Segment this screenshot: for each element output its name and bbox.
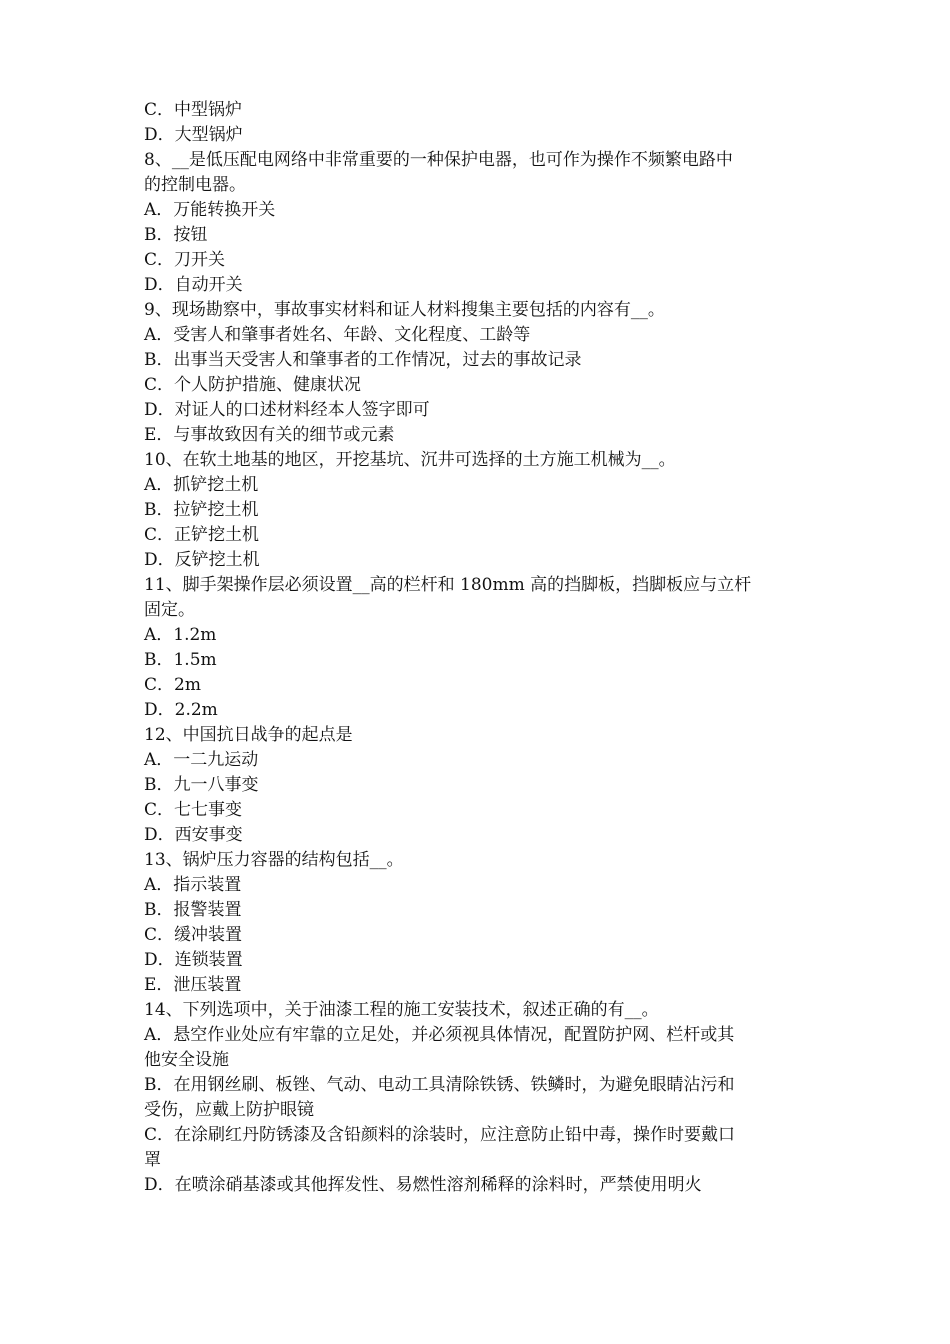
q13-option-a: A．指示装置	[144, 875, 242, 895]
q14-option-c-line-2: 罩	[144, 1150, 161, 1170]
q14-option-b-line-1: B．在用钢丝刷、板锉、气动、电动工具清除铁锈、铁鳞时，为避免眼睛沾污和	[144, 1075, 735, 1095]
q9-option-b: B．出事当天受害人和肇事者的工作情况，过去的事故记录	[144, 350, 582, 370]
q8-option-c: C．刀开关	[144, 250, 226, 270]
q10-option-a: A．抓铲挖土机	[144, 475, 259, 495]
q14-option-d: D．在喷涂硝基漆或其他挥发性、易燃性溶剂稀释的涂料时，严禁使用明火	[144, 1175, 702, 1195]
q14-option-b-line-2: 受伤，应戴上防护眼镜	[144, 1100, 314, 1120]
q9-option-a: A．受害人和肇事者姓名、年龄、文化程度、工龄等	[144, 325, 531, 345]
q8-option-d: D．自动开关	[144, 275, 243, 295]
q14-option-c-line-1: C．在涂刷红丹防锈漆及含铅颜料的涂装时，应注意防止铅中毒，操作时要戴口	[144, 1125, 736, 1145]
q9-option-c: C．个人防护措施、健康状况	[144, 375, 362, 395]
question-11-line-2: 固定。	[144, 600, 195, 620]
question-10: 10、在软土地基的地区，开挖基坑、沉井可选择的土方施工机械为__。	[144, 450, 676, 470]
question-8-line-1: 8、__是低压配电网络中非常重要的一种保护电器，也可作为操作不频繁电路中	[144, 150, 733, 170]
question-11-line-1: 11、脚手架操作层必须设置__高的栏杆和 180mm 高的挡脚板，挡脚板应与立杆	[144, 575, 752, 595]
q8-option-a: A．万能转换开关	[144, 200, 276, 220]
option-d-large-boiler: D．大型锅炉	[144, 125, 243, 145]
q11-option-a: A．1.2m	[144, 625, 217, 645]
q12-option-a: A．一二九运动	[144, 750, 259, 770]
q10-option-d: D．反铲挖土机	[144, 550, 260, 570]
q13-option-d: D．连锁装置	[144, 950, 243, 970]
option-c-medium-boiler: C．中型锅炉	[144, 100, 243, 120]
q9-option-e: E．与事故致因有关的细节或元素	[144, 425, 395, 445]
q11-option-c: C．2m	[144, 675, 201, 695]
question-12: 12、中国抗日战争的起点是	[144, 725, 353, 745]
q14-option-a-line-2: 他安全设施	[144, 1050, 229, 1070]
q13-option-b: B．报警装置	[144, 900, 242, 920]
q12-option-b: B．九一八事变	[144, 775, 259, 795]
q11-option-b: B．1.5m	[144, 650, 217, 670]
q14-option-a-line-1: A．悬空作业处应有牢靠的立足处，并必须视具体情况，配置防护网、栏杆或其	[144, 1025, 735, 1045]
q10-option-c: C．正铲挖土机	[144, 525, 260, 545]
q12-option-c: C．七七事变	[144, 800, 243, 820]
question-14: 14、下列选项中，关于油漆工程的施工安装技术，叙述正确的有__。	[144, 1000, 659, 1020]
q12-option-d: D．西安事变	[144, 825, 243, 845]
question-8-line-2: 的控制电器。	[144, 175, 246, 195]
question-9: 9、现场勘察中，事故事实材料和证人材料搜集主要包括的内容有__。	[144, 300, 665, 320]
q9-option-d: D．对证人的口述材料经本人签字即可	[144, 400, 430, 420]
q11-option-d: D．2.2m	[144, 700, 218, 720]
question-13: 13、锅炉压力容器的结构包括__。	[144, 850, 404, 870]
document-page	[144, 98, 812, 1198]
q13-option-c: C．缓冲装置	[144, 925, 243, 945]
q10-option-b: B．拉铲挖土机	[144, 500, 259, 520]
q8-option-b: B．按钮	[144, 225, 208, 245]
q13-option-e: E．泄压装置	[144, 975, 242, 995]
